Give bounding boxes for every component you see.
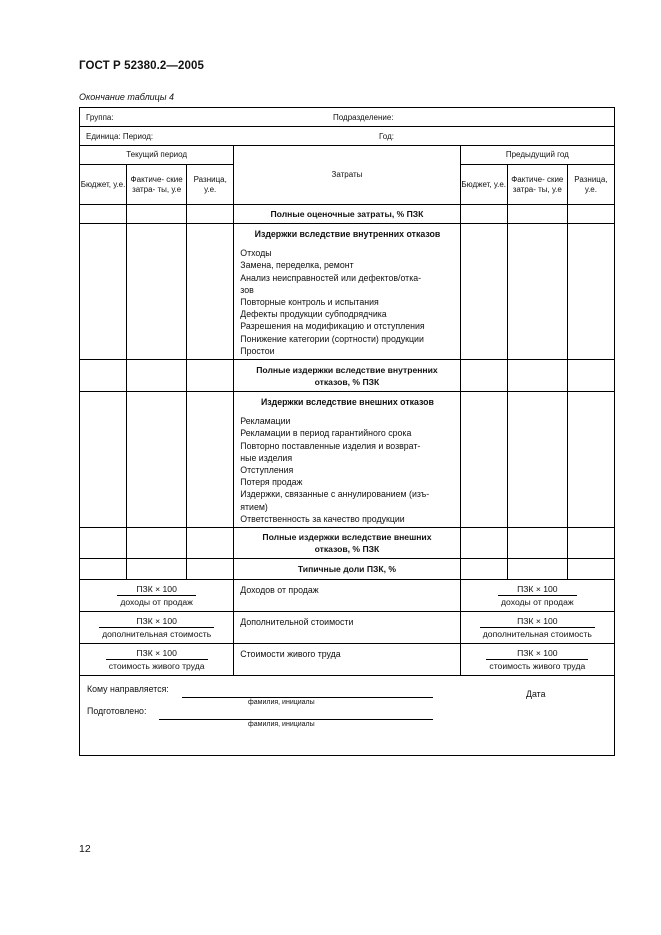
actual-header: Фактиче- ские затра- ты, у.е bbox=[127, 165, 187, 205]
ratio-numerator: ПЗК × 100 bbox=[136, 615, 177, 626]
internal-total-line2: отказов, % ПЗК bbox=[314, 376, 380, 387]
current-period-header: Текущий период bbox=[80, 146, 234, 165]
diff-header: Разница, у.е. bbox=[187, 165, 234, 205]
ratio-sales-current bbox=[80, 580, 234, 612]
external-failures-total bbox=[234, 528, 460, 559]
standard-header: ГОСТ Р 52380.2—2005 bbox=[79, 60, 204, 72]
list-item: Отступления bbox=[240, 465, 294, 476]
typical-shares: Типичные доли ПЗК, % bbox=[234, 559, 460, 580]
ratio-added-value-label: Дополнительной стоимости bbox=[234, 612, 460, 644]
sent-to-line[interactable] bbox=[182, 684, 433, 698]
ratio-numerator: ПЗК × 100 bbox=[517, 583, 558, 594]
unit-row bbox=[80, 127, 615, 146]
internal-failures-block bbox=[234, 224, 460, 360]
ratio-added-value-current bbox=[80, 612, 234, 644]
signature-block bbox=[80, 676, 615, 756]
diff-header-prev: Разница, у.е. bbox=[567, 165, 614, 205]
page-number: 12 bbox=[79, 843, 91, 855]
list-item: Издержки, связанные с аннулированием (изъ- bbox=[240, 489, 430, 500]
ratio-denominator: стоимость живого труда bbox=[106, 659, 208, 672]
list-item: Простои bbox=[240, 345, 275, 356]
table-caption: Окончание таблицы 4 bbox=[79, 92, 174, 102]
list-item: Анализ неисправностей или дефектов/отка- bbox=[240, 272, 422, 283]
date-label: Дата bbox=[526, 689, 546, 700]
ratio-labour-previous bbox=[460, 644, 614, 676]
ratio-sales-previous bbox=[460, 580, 614, 612]
budget-header-prev: Бюджет, у.е. bbox=[460, 165, 507, 205]
external-total-line1: Полные издержки вследствие внешних bbox=[262, 532, 432, 543]
group-row bbox=[80, 108, 615, 127]
internal-failures-title: Издержки вследствие внутренних отказов bbox=[254, 229, 441, 239]
ratio-labour-label: Стоимости живого труда bbox=[234, 644, 460, 676]
ratio-added-value-previous bbox=[460, 612, 614, 644]
department-label: Подразделение: bbox=[333, 113, 394, 122]
ratio-denominator: доходы от продаж bbox=[498, 595, 577, 608]
sent-to-label: Кому направляется: bbox=[87, 684, 169, 695]
external-total-line2: отказов, % ПЗК bbox=[314, 544, 380, 555]
ratio-numerator: ПЗК × 100 bbox=[517, 647, 558, 658]
budget-header: Бюджет, у.е. bbox=[80, 165, 127, 205]
prepared-label: Подготовлено: bbox=[87, 706, 147, 717]
full-estimated-costs: Полные оценочные затраты, % ПЗК bbox=[234, 205, 460, 224]
list-item: Понижение категории (сортности) продукции bbox=[240, 333, 424, 344]
cost-table bbox=[79, 107, 615, 756]
ratio-sales-label: Доходов от продаж bbox=[234, 580, 460, 612]
list-item: зов bbox=[240, 284, 254, 295]
unit-period-label: Единица: Период: bbox=[86, 132, 154, 141]
ratio-labour-current bbox=[80, 644, 234, 676]
list-item: Рекламации bbox=[240, 416, 291, 427]
prepared-hint: фамилия, инициалы bbox=[248, 721, 315, 729]
ratio-numerator: ПЗК × 100 bbox=[136, 647, 177, 658]
sent-to-hint: фамилия, инициалы bbox=[248, 699, 315, 707]
external-failures-block bbox=[234, 392, 460, 528]
list-item: Отходы bbox=[240, 248, 272, 259]
list-item: ные изделия bbox=[240, 452, 293, 463]
list-item: Потеря продаж bbox=[240, 477, 303, 488]
internal-failures-total bbox=[234, 360, 460, 392]
list-item: Разрешения на модификацию и отступления bbox=[240, 321, 425, 332]
list-item: Дефекты продукции субподрядчика bbox=[240, 309, 387, 320]
internal-total-line1: Полные издержки вследствие внутренних bbox=[256, 364, 438, 375]
list-item: Ответственность за качество продукции bbox=[240, 513, 405, 524]
ratio-denominator: доходы от продаж bbox=[117, 595, 196, 608]
list-item: Повторные контроль и испытания bbox=[240, 297, 379, 308]
list-item: ятием) bbox=[240, 501, 268, 512]
year-label: Год: bbox=[379, 132, 394, 141]
ratio-denominator: стоимость живого труда bbox=[486, 659, 588, 672]
actual-header-prev: Фактиче- ские затра- ты, у.е bbox=[507, 165, 567, 205]
group-label: Группа: bbox=[86, 113, 114, 122]
list-item: Повторно поставленные изделия и возврат- bbox=[240, 440, 421, 451]
ratio-denominator: дополнительная стоимость bbox=[480, 627, 595, 640]
costs-header: Затраты bbox=[234, 146, 460, 205]
ratio-denominator: дополнительная стоимость bbox=[99, 627, 214, 640]
previous-year-header: Предыдущий год bbox=[460, 146, 614, 165]
ratio-numerator: ПЗК × 100 bbox=[517, 615, 558, 626]
prepared-line[interactable] bbox=[159, 706, 433, 720]
ratio-numerator: ПЗК × 100 bbox=[136, 583, 177, 594]
list-item: Замена, переделка, ремонт bbox=[240, 260, 354, 271]
external-failures-title: Издержки вследствие внешних отказов bbox=[260, 397, 434, 408]
list-item: Рекламации в период гарантийного срока bbox=[240, 428, 412, 439]
